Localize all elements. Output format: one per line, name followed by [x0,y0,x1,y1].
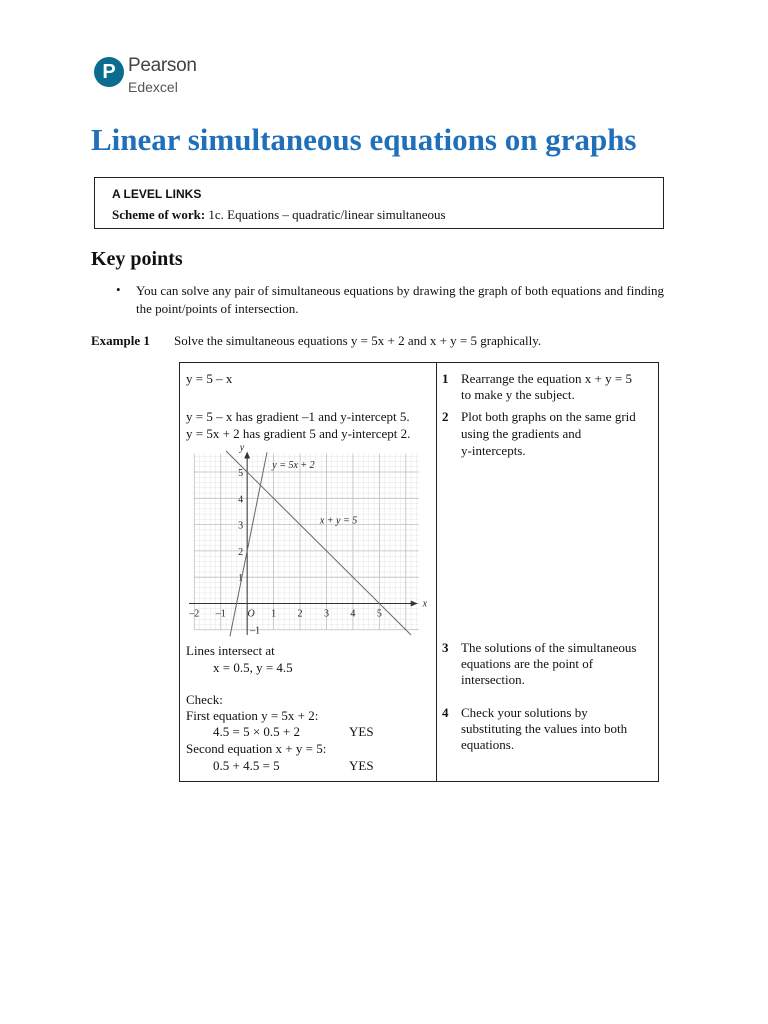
y-axis-arrow [244,452,250,459]
step-number: 3 [442,640,449,655]
x-tick-label: 2 [297,608,303,620]
step-text: y-intercepts. [461,443,526,458]
first-check-calculation: 4.5 = 5 × 0.5 + 2 [213,724,300,739]
line-x-plus-y-equals-5 [226,451,411,635]
logo-subtitle: Edexcel [128,79,178,95]
step-number: 2 [442,409,449,424]
check-label: Check: [186,692,223,707]
series-label: x + y = 5 [319,515,358,527]
y-tick-label: 4 [238,494,244,506]
y-tick-label: –1 [250,625,261,637]
column-divider [436,363,437,781]
step-text: substituting the values into both [461,721,628,736]
scheme-of-work-label: Scheme of work: [112,207,206,222]
intersect-value: x = 0.5, y = 4.5 [213,660,293,675]
y-axis-label: y [239,442,245,454]
gradient-line-2: y = 5x + 2 has gradient 5 and y-intercept 2. [186,426,411,441]
example-table [179,362,659,782]
first-equation-label: First equation y = 5x + 2: [186,708,319,723]
bullet-marker: • [116,282,121,297]
y-tick-label: 2 [238,546,244,558]
key-point-text: You can solve any pair of simultaneous equations by drawing the graph of both equations and finding the point/points of intersection. [136,283,664,316]
step-text: intersection. [461,672,525,687]
intersect-label: Lines intersect at [186,643,275,658]
first-check-result: YES [349,724,374,739]
rearranged-equation: y = 5 – x [186,371,233,386]
step-text: Rearrange the equation x + y = 5 [461,371,632,386]
x-tick-label: –1 [215,608,226,620]
x-axis-arrow [411,600,418,606]
step-text: Check your solutions by [461,705,588,720]
pearson-logo [94,52,204,102]
a-level-links-box [94,177,664,229]
example-question: Solve the simultaneous equations y = 5x + 2 and x + y = 5 graphically. [174,333,542,348]
series-label: y = 5x + 2 [272,460,315,472]
gradient-line-1: y = 5 – x has gradient –1 and y-intercept 5. [186,409,410,424]
y-tick-label: 1 [238,573,244,585]
y-tick-label: 3 [238,520,244,532]
x-tick-label: O [247,608,255,620]
second-equation-label: Second equation x + y = 5: [186,741,327,756]
step-text: using the gradients and [461,426,582,441]
x-tick-label: –2 [189,608,200,620]
page-title: Linear simultaneous equations on graphs [91,122,637,157]
x-tick-label: 5 [376,608,382,620]
second-check-result: YES [349,758,374,773]
x-axis-label: x [422,598,428,610]
x-tick-label: 3 [323,608,329,620]
step-text: equations are the point of [461,656,594,671]
key-points-heading: Key points [91,248,183,270]
logo-wordmark: Pearson [128,55,197,76]
step-number: 4 [442,705,449,720]
step-text: The solutions of the simultaneous [461,640,637,655]
step-text: to make y the subject. [461,387,575,402]
a-level-links-heading: A LEVEL LINKS [112,187,202,201]
scheme-of-work-text: 1c. Equations – quadratic/linear simultaneous [208,207,446,222]
example-label: Example 1 [91,333,150,348]
step-text: Plot both graphs on the same grid [461,409,636,424]
pearson-logo-icon: P [94,57,124,87]
step-text: equations. [461,737,515,752]
scheme-of-work-line [112,207,446,223]
step-number: 1 [442,371,449,386]
y-tick-label: 5 [238,468,244,480]
x-tick-label: 1 [271,608,277,620]
intersection-graph [185,442,428,639]
x-tick-label: 4 [350,608,356,620]
second-check-calculation: 0.5 + 4.5 = 5 [213,758,280,773]
